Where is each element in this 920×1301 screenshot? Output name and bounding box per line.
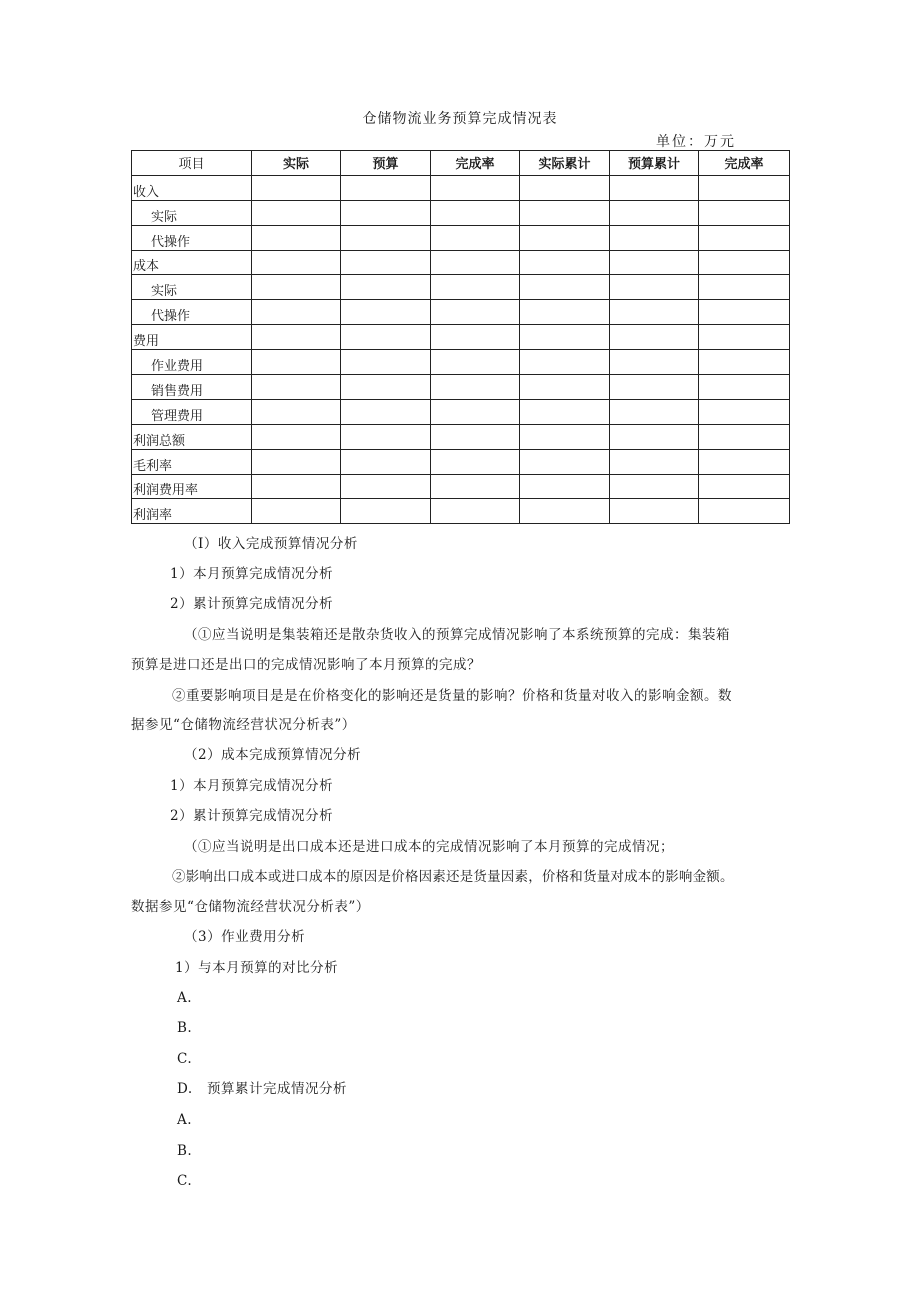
- table-row: [132, 200, 790, 225]
- table-cell: [610, 399, 699, 424]
- table-cell: [431, 225, 520, 250]
- table-cell: [431, 474, 520, 499]
- table-cell: [252, 449, 341, 474]
- row-label: 实际: [132, 275, 252, 300]
- section-2-note-line-1: （①应当说明是出口成本还是进口成本的完成情况影响了本月预算的完成情况；: [184, 839, 674, 855]
- table-cell: [252, 474, 341, 499]
- budget-table: [131, 150, 790, 524]
- table-cell: [610, 250, 699, 275]
- section-1-note-line-1: （①应当说明是集装箱还是散杂货收入的预算完成情况影响了本系统预算的完成：集装箱: [184, 627, 730, 643]
- table-cell: [520, 499, 610, 524]
- table-body: [132, 175, 790, 523]
- row-label: 收入: [132, 175, 252, 200]
- table-cell: [341, 375, 431, 400]
- table-cell: [520, 350, 610, 375]
- section-1-note-line-3: ②重要影响项目是是在价格变化的影响还是货量的影响？价格和货量对收入的影响金额。数: [172, 688, 732, 704]
- table-cell: [341, 474, 431, 499]
- table-row: [132, 175, 790, 200]
- section-3-heading: （3）作业费用分析: [184, 929, 306, 945]
- table-cell: [341, 175, 431, 200]
- table-cell: [341, 350, 431, 375]
- table-row: [132, 375, 790, 400]
- header-actual: 实际: [252, 151, 341, 176]
- section-2-item-2: 2）累计预算完成情况分析: [170, 808, 334, 824]
- table-cell: [431, 325, 520, 350]
- table-cell: [252, 375, 341, 400]
- row-label: 利润费用率: [132, 474, 252, 499]
- table-cell: [610, 474, 699, 499]
- table-cell: [520, 250, 610, 275]
- table-cell: [520, 325, 610, 350]
- table-cell: [341, 449, 431, 474]
- table-cell: [431, 275, 520, 300]
- table-header-row: [132, 151, 790, 176]
- row-label: 毛利率: [132, 449, 252, 474]
- table-cell: [699, 350, 790, 375]
- table-cell: [699, 399, 790, 424]
- table-cell: [431, 499, 520, 524]
- section-1-item-1: 1）本月预算完成情况分析: [170, 566, 334, 582]
- section-3-option-c: C.: [177, 1051, 193, 1067]
- table-cell: [252, 499, 341, 524]
- table-cell: [431, 300, 520, 325]
- table-row: [132, 250, 790, 275]
- table-cell: [341, 399, 431, 424]
- table-cell: [341, 424, 431, 449]
- row-label: 代操作: [132, 225, 252, 250]
- table-cell: [431, 424, 520, 449]
- table-row: [132, 275, 790, 300]
- table-cell: [520, 375, 610, 400]
- table-cell: [520, 200, 610, 225]
- table-cell: [520, 175, 610, 200]
- table-row: [132, 325, 790, 350]
- table-cell: [341, 499, 431, 524]
- section-2-note-line-2: ②影响出口成本或进口成本的原因是价格因素还是货量因素，价格和货量对成本的影响金额。: [172, 869, 734, 885]
- table-cell: [699, 200, 790, 225]
- table-cell: [520, 399, 610, 424]
- table-cell: [431, 250, 520, 275]
- table-cell: [520, 449, 610, 474]
- table-cell: [341, 300, 431, 325]
- row-label: 实际: [132, 200, 252, 225]
- section-1-item-2: 2）累计预算完成情况分析: [170, 596, 334, 612]
- table-cell: [699, 275, 790, 300]
- unit-label: 单位：万元: [656, 134, 736, 150]
- row-label: 利润总额: [132, 424, 252, 449]
- row-label: 成本: [132, 250, 252, 275]
- table-cell: [252, 350, 341, 375]
- table-cell: [610, 375, 699, 400]
- section-3-option-c-2: C.: [177, 1173, 193, 1189]
- table-cell: [699, 449, 790, 474]
- table-cell: [699, 225, 790, 250]
- section-1-note-line-4: 据参见“仓储物流经营状况分析表”）: [131, 717, 356, 733]
- table-cell: [252, 225, 341, 250]
- table-cell: [252, 424, 341, 449]
- table-cell: [431, 175, 520, 200]
- section-2-heading: （2）成本完成预算情况分析: [184, 747, 362, 763]
- section-2-item-1: 1）本月预算完成情况分析: [170, 778, 334, 794]
- table-cell: [520, 300, 610, 325]
- table-cell: [699, 300, 790, 325]
- table-cell: [610, 175, 699, 200]
- row-label: 作业费用: [132, 350, 252, 375]
- table-cell: [252, 325, 341, 350]
- section-3-option-a: A.: [177, 990, 193, 1006]
- table-row: [132, 424, 790, 449]
- table-cell: [252, 200, 341, 225]
- table-cell: [252, 175, 341, 200]
- header-budget: 预算: [341, 151, 431, 176]
- page-title: 仓储物流业务预算完成情况表: [362, 111, 558, 127]
- table-cell: [699, 175, 790, 200]
- row-label: 代操作: [132, 300, 252, 325]
- table-cell: [699, 424, 790, 449]
- table-row: [132, 449, 790, 474]
- row-label: 管理费用: [132, 399, 252, 424]
- table-cell: [520, 225, 610, 250]
- table-cell: [610, 300, 699, 325]
- table-row: [132, 225, 790, 250]
- row-label: 利润率: [132, 499, 252, 524]
- header-cumulative-completion-rate: 完成率: [699, 151, 790, 176]
- table-row: [132, 300, 790, 325]
- section-3-option-d: D. 预算累计完成情况分析: [177, 1081, 348, 1097]
- table-cell: [610, 225, 699, 250]
- table-cell: [431, 449, 520, 474]
- header-item: 项目: [132, 151, 252, 176]
- section-1-note-line-2: 预算是进口还是出口的完成情况影响了本月预算的完成？: [131, 657, 481, 673]
- header-completion-rate: 完成率: [431, 151, 520, 176]
- table-cell: [520, 275, 610, 300]
- table-cell: [431, 350, 520, 375]
- table-cell: [341, 225, 431, 250]
- row-label: 费用: [132, 325, 252, 350]
- section-3-option-b-2: B.: [177, 1143, 193, 1159]
- section-2-note-line-3: 数据参见“仓储物流经营状况分析表”）: [131, 899, 370, 915]
- table-row: [132, 499, 790, 524]
- section-3-option-a-2: A.: [177, 1112, 193, 1128]
- table-cell: [699, 375, 790, 400]
- table-row: [132, 399, 790, 424]
- section-3-option-b: B.: [177, 1020, 193, 1036]
- row-label: 销售费用: [132, 375, 252, 400]
- table-cell: [431, 399, 520, 424]
- table-cell: [699, 325, 790, 350]
- table-cell: [431, 375, 520, 400]
- table-cell: [341, 275, 431, 300]
- table-cell: [699, 499, 790, 524]
- table-cell: [699, 474, 790, 499]
- table-cell: [610, 325, 699, 350]
- table-cell: [610, 350, 699, 375]
- table-cell: [520, 474, 610, 499]
- header-budget-cumulative: 预算累计: [610, 151, 699, 176]
- table-cell: [610, 499, 699, 524]
- section-1-heading: （I）收入完成预算情况分析: [184, 536, 358, 552]
- table-row: [132, 474, 790, 499]
- table-cell: [252, 275, 341, 300]
- table-cell: [610, 275, 699, 300]
- section-3-item-1: 1）与本月预算的对比分析: [175, 960, 339, 976]
- table-cell: [610, 200, 699, 225]
- table-cell: [610, 424, 699, 449]
- table-cell: [610, 449, 699, 474]
- table-cell: [520, 424, 610, 449]
- table-cell: [431, 200, 520, 225]
- table-cell: [252, 300, 341, 325]
- table-cell: [341, 200, 431, 225]
- table-cell: [252, 399, 341, 424]
- table-cell: [699, 250, 790, 275]
- table-cell: [341, 250, 431, 275]
- table-cell: [341, 325, 431, 350]
- header-actual-cumulative: 实际累计: [520, 151, 610, 176]
- table-cell: [252, 250, 341, 275]
- table-row: [132, 350, 790, 375]
